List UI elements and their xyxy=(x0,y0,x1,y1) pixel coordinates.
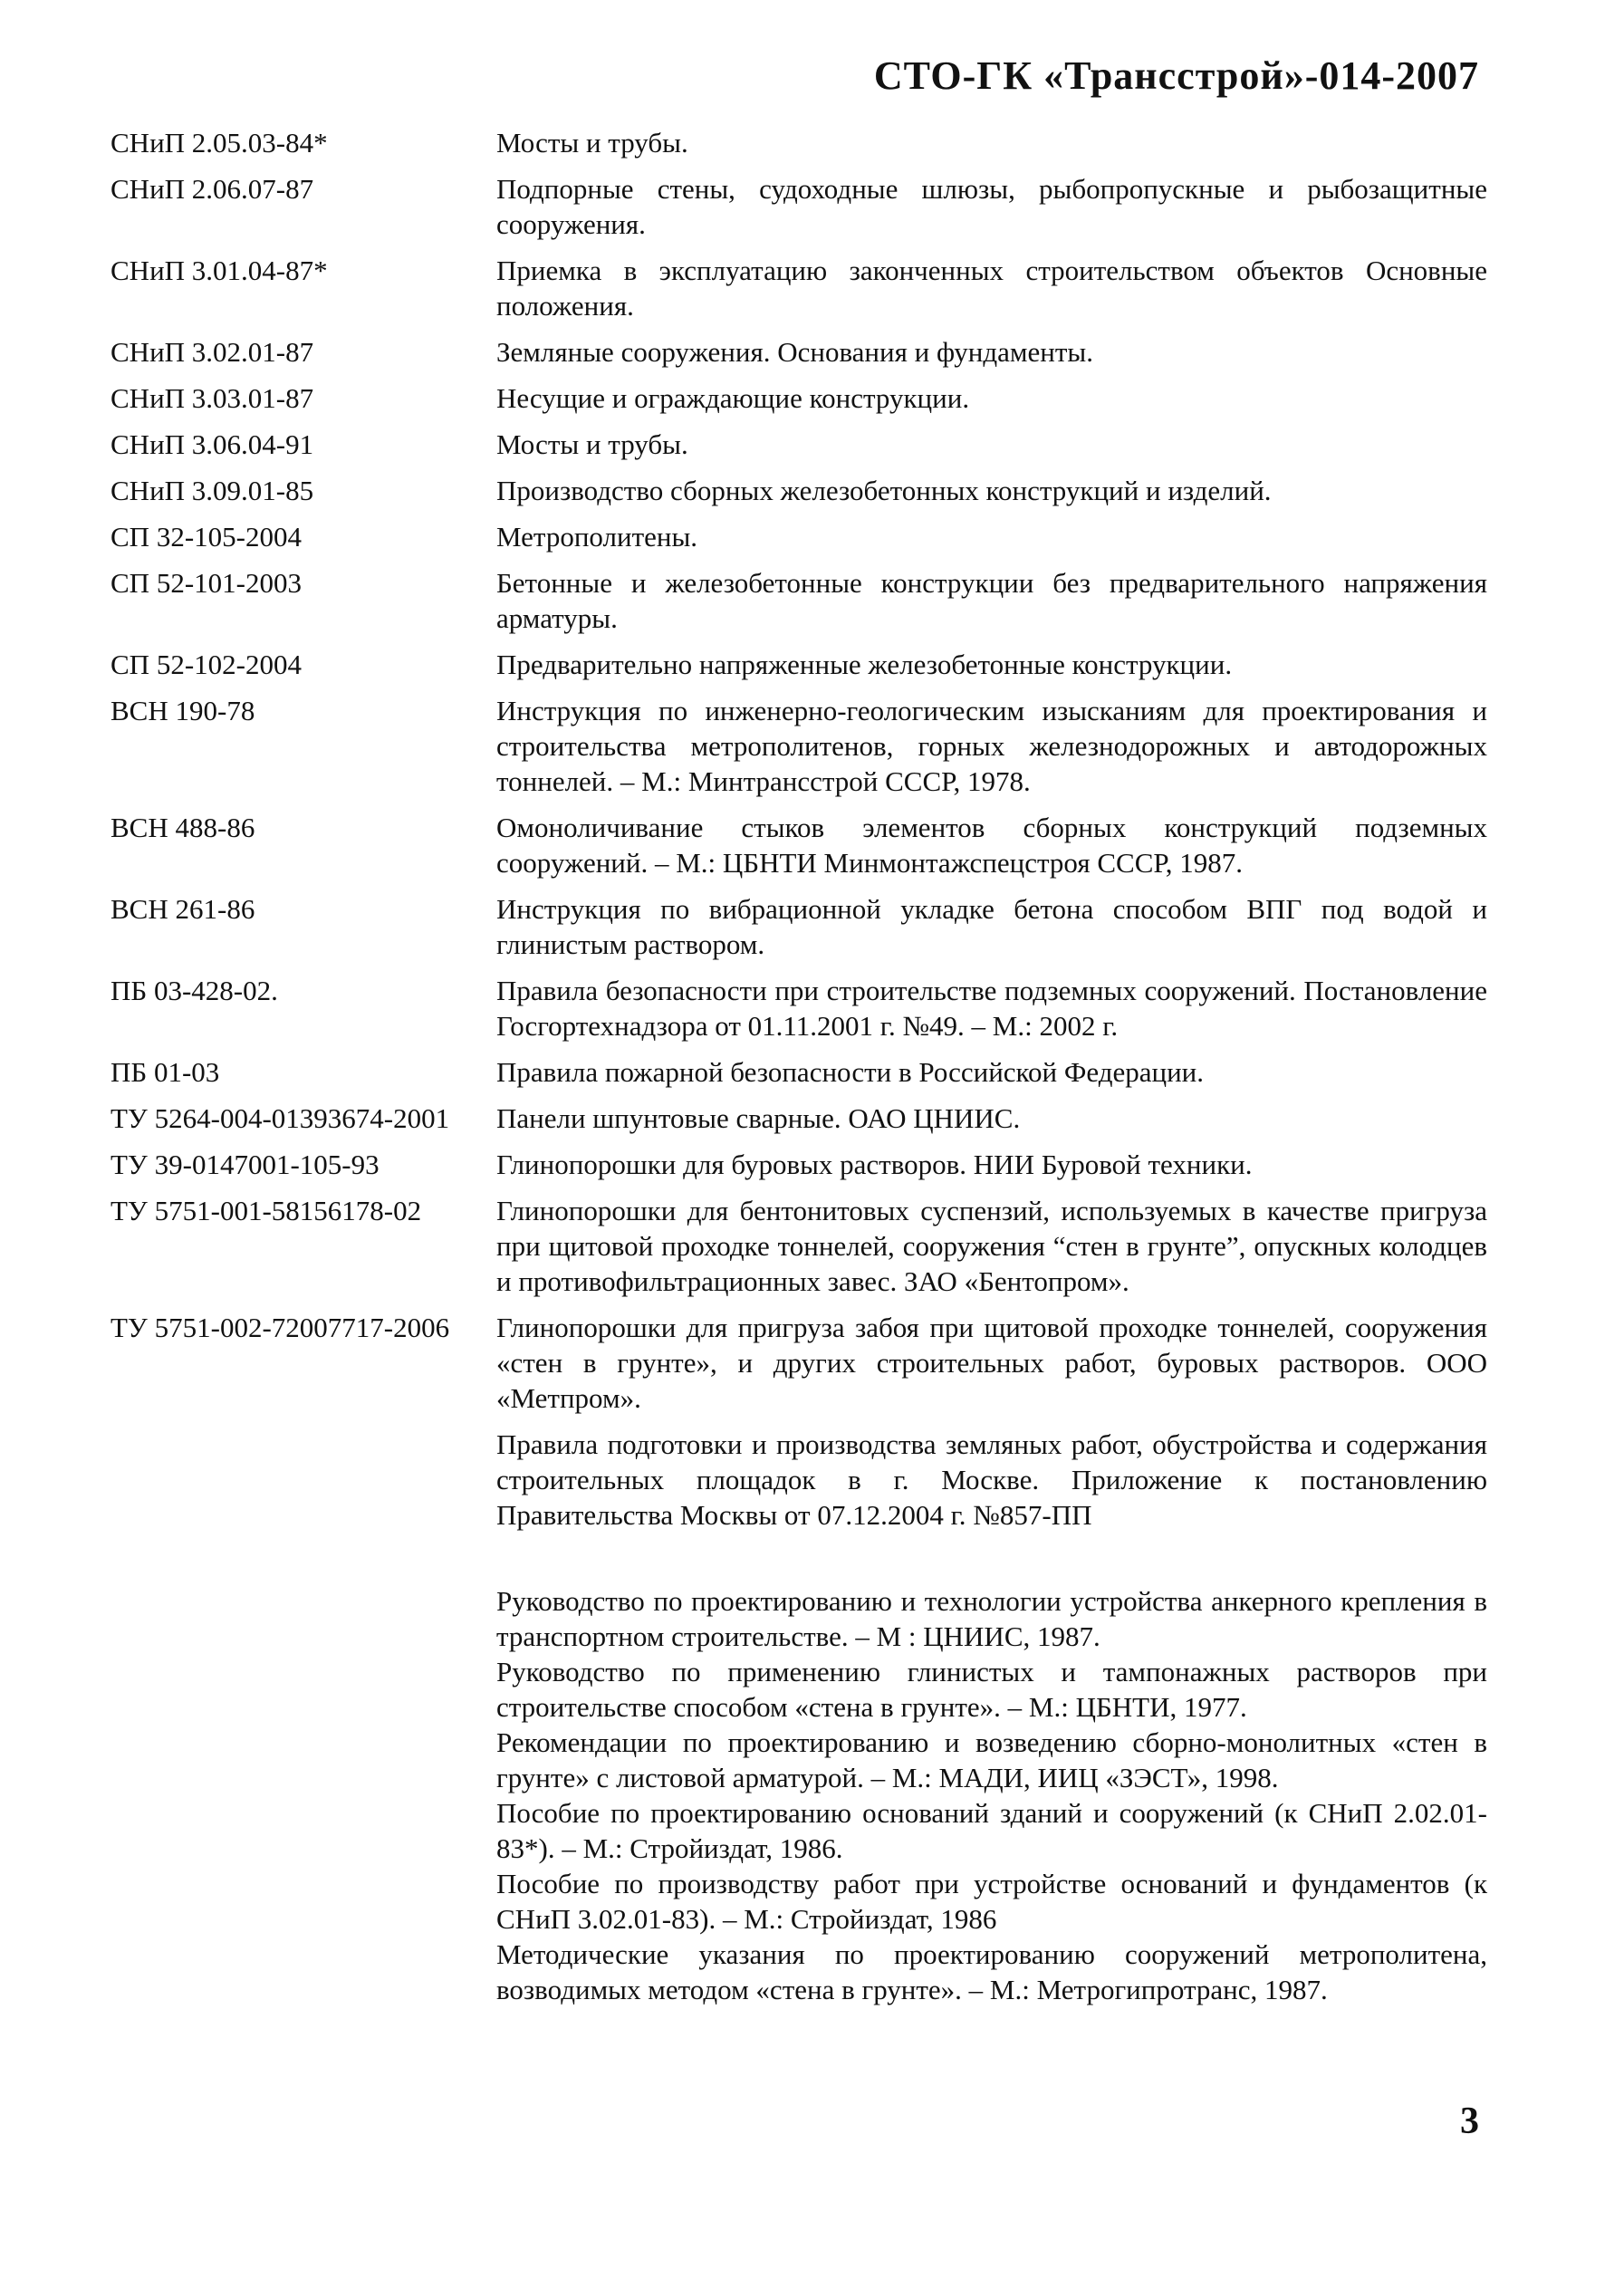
reference-row xyxy=(111,1427,1487,1533)
reference-row xyxy=(111,427,1487,462)
reference-row xyxy=(111,973,1487,1043)
reference-title: Омоноличивание стыков элементов сборных конструкций подземных сооружений. – М.: ЦБНТИ Минмонтажспецстроя СССР, 1987. xyxy=(496,812,1487,879)
reference-code: СНиП 3.06.04-91 xyxy=(111,428,314,460)
reference-row xyxy=(111,647,1487,682)
reference-title: Производство сборных железобетонных конструкций и изделий. xyxy=(496,475,1272,506)
reference-title: Несущие и ограждающие конструкции. xyxy=(496,382,970,414)
reference-code: СНиП 3.02.01-87 xyxy=(111,336,314,368)
reference-code: СНиП 3.09.01-85 xyxy=(111,475,314,506)
reference-title: Инструкция по вибрационной укладке бетона способом ВПГ под водой и глинистым раствором. xyxy=(496,893,1487,960)
reference-title: Глинопорошки для бентонитовых суспензий, используемых в качестве пригруза при щитовой проходке тоннелей, сооружения “стен в грунте”, опускных колодцев и противофильтрационных завес. ЗАО «Бентопром». xyxy=(496,1195,1487,1297)
reference-code: ТУ 5751-002-72007717-2006 xyxy=(111,1312,450,1343)
literature-item: Пособие по проектированию оснований зданий и сооружений (к СНиП 2.02.01-83*). – М.: Стройиздат, 1986. xyxy=(496,1797,1487,1864)
reference-title: Земляные сооружения. Основания и фундаменты. xyxy=(496,336,1093,368)
reference-row xyxy=(111,565,1487,636)
literature-item: Методические указания по проектированию сооружений метрополитена, возводимых методом «стена в грунте». – М.: Метрогипротранс, 1987. xyxy=(496,1938,1487,2005)
reference-title: Правила подготовки и производства земляных работ, обустройства и содержания строительных площадок в г. Москве. Приложение к постановлению Правительства Москвы от 07.12.2004 г. №857-ПП xyxy=(496,1428,1487,1531)
literature-item: Рекомендации по проектированию и возведению сборно-монолитных «стен в грунте» с листовой арматурой. – М.: МАДИ, ИИЦ «ЗЭСТ», 1998. xyxy=(496,1726,1487,1793)
reference-code: СП 52-101-2003 xyxy=(111,567,302,599)
reference-code: СНиП 3.03.01-87 xyxy=(111,382,314,414)
reference-row xyxy=(111,1193,1487,1299)
reference-row xyxy=(111,1054,1487,1090)
reference-code: ВСН 190-78 xyxy=(111,695,255,726)
reference-code: СНиП 2.06.07-87 xyxy=(111,173,314,205)
reference-title: Глинопорошки для буровых растворов. НИИ Буровой техники. xyxy=(496,1149,1253,1180)
reference-code: СНиП 2.05.03-84* xyxy=(111,127,328,159)
reference-row xyxy=(111,519,1487,554)
reference-code: СП 32-105-2004 xyxy=(111,521,302,553)
reference-code: ВСН 261-86 xyxy=(111,893,255,925)
reference-title: Правила пожарной безопасности в Российской Федерации. xyxy=(496,1056,1205,1088)
reference-row xyxy=(111,810,1487,880)
reference-row xyxy=(111,1101,1487,1136)
reference-row xyxy=(111,693,1487,799)
reference-title: Приемка в эксплуатацию законченных строительством объектов Основные положения. xyxy=(496,255,1487,322)
reference-title: Мосты и трубы. xyxy=(496,127,688,159)
reference-title: Панели шпунтовые сварные. ОАО ЦНИИС. xyxy=(496,1102,1021,1134)
reference-row xyxy=(111,1310,1487,1416)
reference-code: ВСН 488-86 xyxy=(111,812,255,843)
normative-references-list xyxy=(111,125,1487,1543)
reference-title: Мосты и трубы. xyxy=(496,428,688,460)
reference-code: ТУ 5264-004-01393674-2001 xyxy=(111,1102,450,1134)
reference-code: ПБ 03-428-02. xyxy=(111,975,278,1006)
reference-code: ТУ 5751-001-58156178-02 xyxy=(111,1195,422,1226)
reference-title: Подпорные стены, судоходные шлюзы, рыбопропускные и рыбозащитные сооружения. xyxy=(496,173,1487,240)
reference-row xyxy=(111,473,1487,508)
reference-title: Глинопорошки для пригруза забоя при щитовой проходке тоннелей, сооружения «стен в грунте», и других строительных работ, буровых растворов. ООО «Метпром». xyxy=(496,1312,1487,1414)
literature-item: Руководство по проектированию и технологии устройства анкерного крепления в транспортном строительстве. – М : ЦНИИС, 1987. xyxy=(496,1585,1487,1652)
reference-row xyxy=(111,380,1487,416)
reference-row xyxy=(111,891,1487,962)
reference-title: Правила безопасности при строительстве подземных сооружений. Постановление Госгортехнадзора от 01.11.2001 г. №49. – М.: 2002 г. xyxy=(496,975,1487,1042)
document-header: СТО-ГК «Трансстрой»-014-2007 xyxy=(873,53,1479,98)
reference-code: ПБ 01-03 xyxy=(111,1056,220,1088)
reference-code: СП 52-102-2004 xyxy=(111,649,302,680)
reference-code: ТУ 39-0147001-105-93 xyxy=(111,1149,380,1180)
page-number: 3 xyxy=(1460,2101,1479,2142)
reference-row xyxy=(111,1147,1487,1182)
reference-row xyxy=(111,253,1487,323)
literature-item: Руководство по применению глинистых и тампонажных растворов при строительстве способом «стена в грунте». – М.: ЦБНТИ, 1977. xyxy=(496,1656,1487,1723)
reference-title: Инструкция по инженерно-геологическим изысканиям для проектирования и строительства метрополитенов, горных железнодорожных и автодорожных тоннелей. – М.: Минтрансстрой СССР, 1978. xyxy=(496,695,1487,797)
reference-row xyxy=(111,334,1487,370)
reference-title: Предварительно напряженные железобетонные конструкции. xyxy=(496,649,1233,680)
reference-row xyxy=(111,125,1487,160)
reference-row xyxy=(111,171,1487,242)
literature-list xyxy=(496,1583,1487,2007)
literature-item: Пособие по производству работ при устройстве оснований и фундаментов (к СНиП 3.02.01-83). – М.: Стройиздат, 1986 xyxy=(496,1868,1487,1935)
reference-title: Метрополитены. xyxy=(496,521,698,553)
reference-code: СНиП 3.01.04-87* xyxy=(111,255,328,286)
reference-title: Бетонные и железобетонные конструкции без предварительного напряжения арматуры. xyxy=(496,567,1487,634)
